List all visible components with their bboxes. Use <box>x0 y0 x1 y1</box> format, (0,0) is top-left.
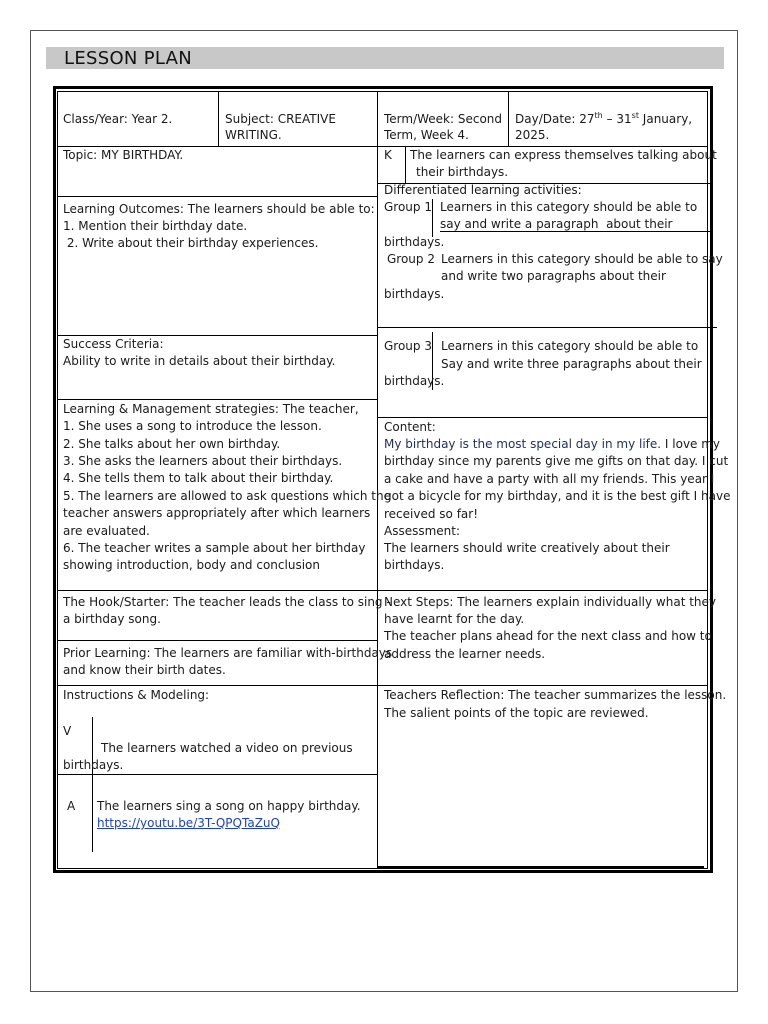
group2-line-2: and write two paragraphs about their <box>441 269 666 283</box>
content-line: got a bicycle for my birthday, and it is the best gift I have <box>384 489 731 503</box>
content-line: received so far! <box>384 507 479 521</box>
prior-learning-line-2: and know their birth dates. <box>63 663 226 677</box>
strategy-line: 1. She uses a song to introduce the lesson. <box>63 419 322 433</box>
group2-label: Group 2 <box>387 252 435 266</box>
group3-line-2: Say and write three paragraphs about their <box>441 357 702 371</box>
group1-divider <box>432 199 433 237</box>
page-title: LESSON PLAN <box>64 48 192 69</box>
next-steps-line: Next Steps: The learners explain individually what they <box>384 595 717 609</box>
strategy-line: 3. She asks the learners about their birthdays. <box>63 454 343 468</box>
k-line-2: their birthdays. <box>416 165 509 179</box>
row-divider <box>57 640 377 641</box>
day-date-line-1: Day/Date: 27th – 31st January, <box>515 111 693 126</box>
next-steps-line: address the learner needs. <box>384 647 546 661</box>
reflection-line-1: Teachers Reflection: The teacher summarizes the lesson. <box>384 688 727 702</box>
group2-line-1: Learners in this category should be able to say <box>441 252 723 266</box>
term-week-line-2: Term, Week 4. <box>384 128 469 142</box>
success-criteria-text: Ability to write in details about their birthday. <box>63 354 336 368</box>
differentiated-heading: Differentiated learning activities: <box>384 183 582 197</box>
row-divider <box>377 327 717 328</box>
assessment-line: The learners should write creatively about their <box>384 541 670 555</box>
v-line-1: The learners watched a video on previous <box>101 741 353 755</box>
group1-line-1: Learners in this category should be able to <box>440 200 698 214</box>
k-divider <box>405 146 406 183</box>
content-line: birthday since my parents give me gifts on that day. I cut <box>384 454 729 468</box>
strategy-line: teacher answers appropriately after which learners <box>63 506 371 520</box>
instructions-heading: Instructions & Modeling: <box>63 688 210 702</box>
group1-line-3: birthdays. <box>384 235 445 249</box>
v-line-2: birthdays. <box>63 758 124 772</box>
next-steps-line: have learnt for the day. <box>384 612 525 626</box>
hook-line-1: The Hook/Starter: The teacher leads the class to sing - <box>63 595 391 609</box>
k-line-1: The learners can express themselves talking about <box>410 148 717 162</box>
learning-outcome-1: 1. Mention their birthday date. <box>63 219 248 233</box>
strategy-line: 6. The teacher writes a sample about her birthday <box>63 541 366 555</box>
strategy-line: are evaluated. <box>63 524 150 538</box>
subject-line-1: Subject: CREATIVE <box>225 112 336 126</box>
content-line: a cake and have a party with all my friends. This year I <box>384 472 715 486</box>
v-letter: V <box>63 724 72 738</box>
column-divider <box>377 92 378 868</box>
strategies-heading: Learning & Management strategies: The teacher, <box>63 402 359 416</box>
k-letter: K <box>384 148 392 162</box>
group1-label: Group 1 <box>384 200 432 214</box>
assessment-line: birthdays. <box>384 558 445 572</box>
assessment-heading: Assessment: <box>384 524 461 538</box>
group3-line-1: Learners in this category should be able to <box>441 339 699 353</box>
video-link[interactable]: https://youtu.be/3T-QPQTaZuQ <box>97 816 280 830</box>
term-week-line-1: Term/Week: Second <box>384 112 503 126</box>
a-line-1: The learners sing a song on happy birthday. <box>97 799 361 813</box>
strategy-line: 4. She tells them to talk about their birthday. <box>63 471 334 485</box>
row-divider <box>57 399 377 400</box>
strategy-line: showing introduction, body and conclusion <box>63 558 320 572</box>
class-year-cell: Class/Year: Year 2. <box>63 112 173 126</box>
row-divider <box>57 685 708 686</box>
learning-outcomes-heading: Learning Outcomes: The learners should be able to: <box>63 202 375 216</box>
group1-line-2: say and write a paragraph about their <box>440 217 673 231</box>
day-date-line-2: 2025. <box>515 128 550 142</box>
table-bottom-rule <box>377 866 704 868</box>
column-divider <box>218 92 219 146</box>
content-line: My birthday is the most special day in my life. I love my <box>384 437 721 451</box>
reflection-line-2: The salient points of the topic are reviewed. <box>384 706 649 720</box>
topic: Topic: MY BIRTHDAY. <box>63 148 184 162</box>
hook-line-2: a birthday song. <box>63 612 161 626</box>
group2-line-3: birthdays. <box>384 287 445 301</box>
a-letter: A <box>67 799 76 813</box>
group3-label: Group 3 <box>384 339 432 353</box>
strategy-line: 5. The learners are allowed to ask questions which the <box>63 489 391 503</box>
row-divider <box>57 590 708 591</box>
next-steps-line: The teacher plans ahead for the next class and how to <box>384 629 712 643</box>
group3-line-3: birthdays. <box>384 374 445 388</box>
column-divider <box>508 92 509 146</box>
strategy-line: 2. She talks about her own birthday. <box>63 437 281 451</box>
modeling-divider <box>92 717 93 852</box>
subject-line-2: WRITING. <box>225 128 282 142</box>
row-divider <box>377 417 708 418</box>
row-divider <box>57 196 377 197</box>
content-first-sentence: My birthday is the most special day in my life. <box>384 437 662 451</box>
prior-learning-line-1: Prior Learning: The learners are familiar with-birthdays <box>63 646 393 660</box>
learning-outcome-2: 2. Write about their birthday experiences. <box>63 236 319 250</box>
success-criteria-heading: Success Criteria: <box>63 337 164 351</box>
content-heading: Content: <box>384 420 436 434</box>
